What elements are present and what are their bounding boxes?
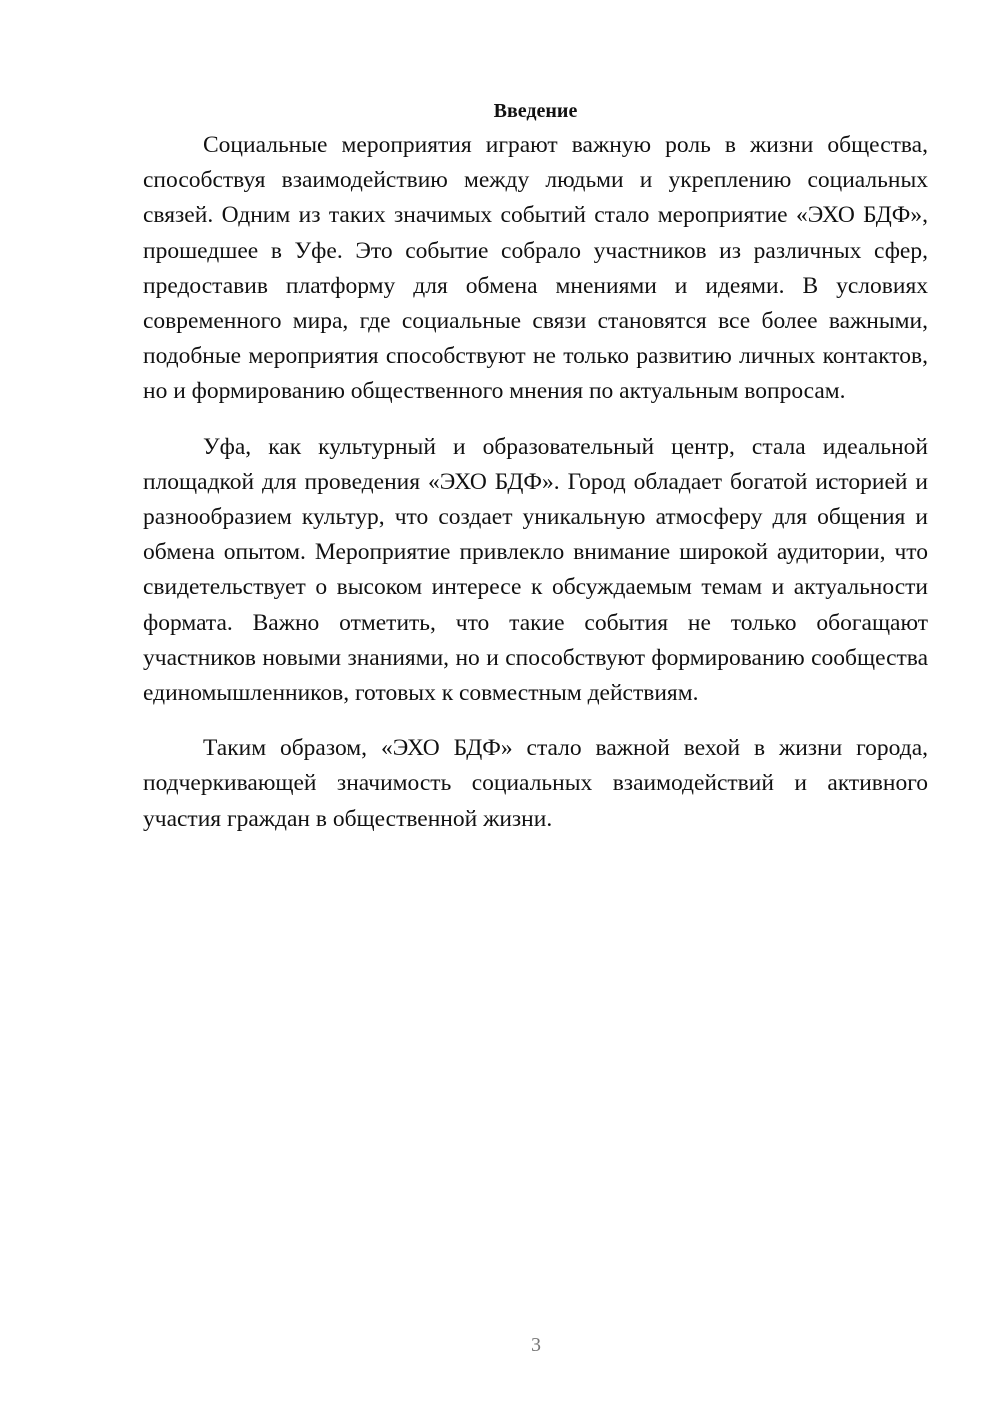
paragraph-ufa: Уфа, как культурный и образовательный центр, стала идеальной площадкой для проведения «ЭХО БДФ». Город обладает богатой историей и разнообразием культур, что создает уникальную атмосферу для общения и обмена опытом. Мероприятие привлекло внимание широкой аудитории, что свидетельствует о высоком интересе к обсуждаемым темам и актуальности формата. Важно отметить, что такие события не только обогащают участников новыми знаниями, но и способствуют формированию сообщества единомышленников, готовых к совместным действиям. [143,433,928,707]
page-content [143,96,928,857]
paragraph-conclusion: Таким образом, «ЭХО БДФ» стало важной вехой в жизни города, подчеркивающей значимость социальных взаимодействий и активного участия граждан в общественной жизни. [143,735,928,832]
paragraph-intro: Социальные мероприятия играют важную роль в жизни общества, способствуя взаимодействию между людьми и укреплению социальных связей. Одним из таких значимых событий стало мероприятие «ЭХО БДФ», прошедшее в Уфе. Это событие собрало участников из различных сфер, предоставив платформу для обмена мнениями и идеями. В условиях современного мира, где социальные связи становятся все более важными, подобные мероприятия способствуют не только развитию личных контактов, но и формированию общественного мнения по актуальным вопросам. [143,132,928,405]
page-number: 3 [531,1334,541,1356]
section-heading: Введение [493,100,578,122]
